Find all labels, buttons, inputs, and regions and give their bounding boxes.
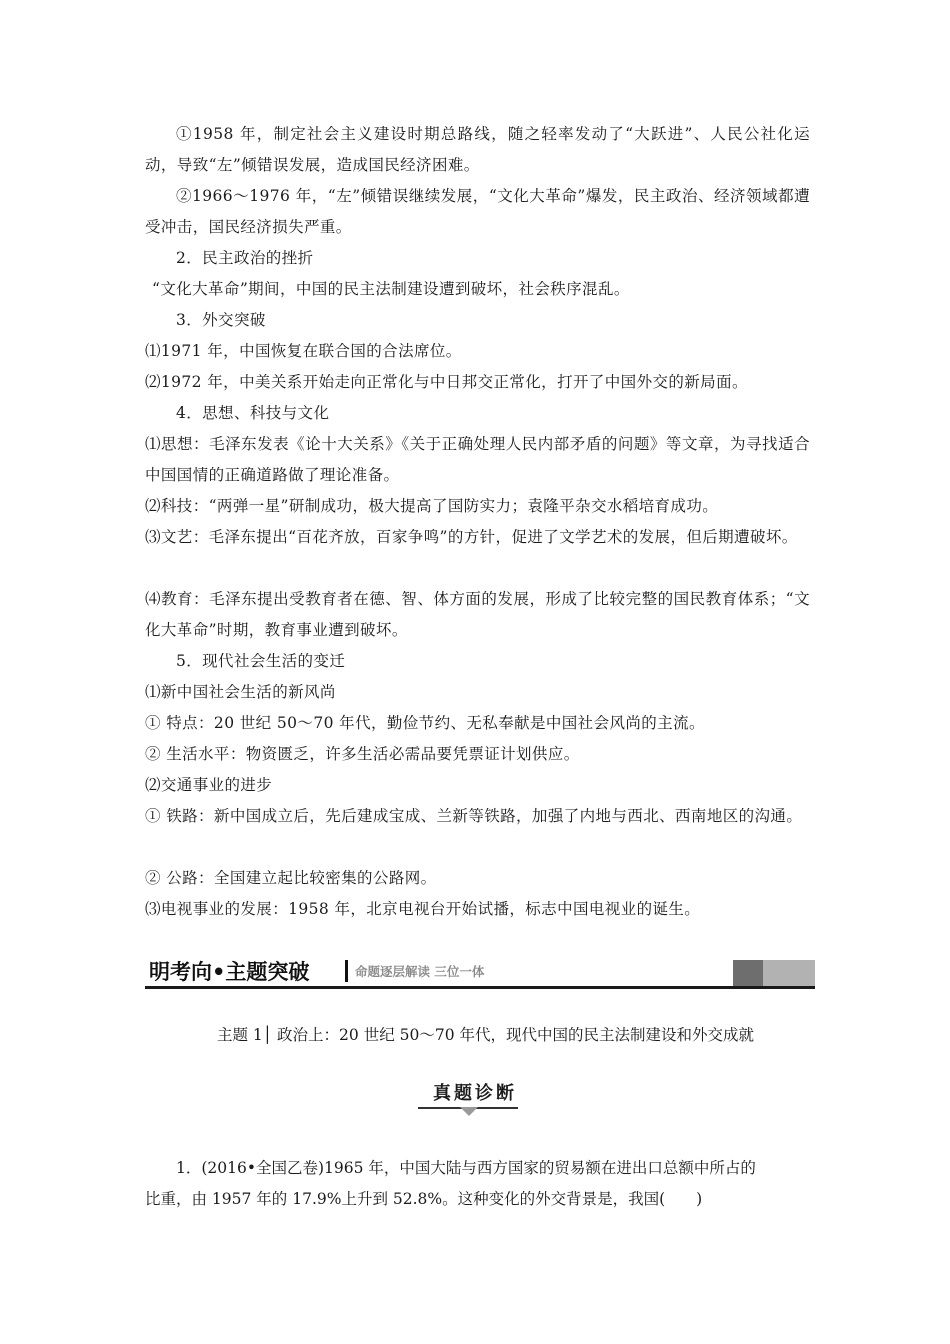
banner-divider	[345, 960, 348, 982]
topic-heading: 主题 1│ 政治上：20 世纪 50～70 年代，现代中国的民主法制建设和外交成就	[217, 1026, 754, 1044]
section-banner-title: 明考向•主题突破	[149, 960, 310, 984]
paragraph-railways: ① 铁路：新中国成立后，先后建成宝成、兰新等铁路，加强了内地与西北、西南地区的沟通。	[145, 807, 803, 825]
paragraph-great-leap: ①1958 年，制定社会主义建设时期总路线，随之轻率发动了“大跃进”、人民公社化运动，导致“左”倾错误发展，造成国民经济困难。	[145, 125, 810, 174]
heading-democracy-setback: 2．民主政治的挫折	[176, 249, 314, 267]
paragraph-arts: ⑶文艺：毛泽东提出“百花齐放，百家争鸣”的方针，促进了文学艺术的发展，但后期遭破坏。	[145, 528, 798, 546]
diagnosis-title: 真题诊断	[433, 1083, 517, 1104]
paragraph-education: ⑷教育：毛泽东提出受教育者在德、智、体方面的发展，形成了比较完整的国民教育体系；“文化大革命”时期，教育事业遭到破坏。	[145, 590, 810, 639]
section-banner-subtitle: 命题逐层解读 三位一体	[355, 964, 485, 979]
paragraph-new-customs: ⑴新中国社会生活的新风尚	[145, 683, 336, 701]
banner-dark-block	[733, 960, 763, 986]
paragraph-democracy-setback: “文化大革命”期间，中国的民主法制建设遭到破坏，社会秩序混乱。	[152, 280, 630, 298]
paragraph-transport: ⑵交通事业的进步	[145, 776, 273, 794]
section-banner	[145, 956, 815, 990]
paragraph-technology: ⑵科技：“两弹一星”研制成功，极大提高了国防实力；袁隆平杂交水稻培育成功。	[145, 497, 719, 515]
paragraph-un-seat: ⑴1971 年，中国恢复在联合国的合法席位。	[145, 342, 462, 360]
paragraph-living-standard: ② 生活水平：物资匮乏，许多生活必需品要凭票证计划供应。	[145, 745, 580, 763]
paragraph-highways: ② 公路：全国建立起比较密集的公路网。	[145, 869, 437, 887]
paragraph-sino-us-relations: ⑵1972 年，中美关系开始走向正常化与中日邦交正常化，打开了中国外交的新局面。	[145, 373, 748, 391]
paragraph-cultural-revolution: ②1966～1976 年，“左”倾错误继续发展，“文化大革命”爆发，民主政治、经济领域都遭受冲击，国民经济损失严重。	[145, 187, 810, 236]
heading-diplomacy: 3．外交突破	[176, 311, 266, 329]
banner-light-block	[763, 960, 815, 986]
diagnosis-triangle-icon	[460, 1107, 478, 1116]
banner-underline	[145, 986, 815, 989]
heading-thought-tech-culture: 4．思想、科技与文化	[176, 404, 330, 422]
paragraph-thought: ⑴思想：毛泽东发表《论十大关系》《关于正确处理人民内部矛盾的问题》等文章，为寻找适合中国国情的正确道路做了理论准备。	[145, 435, 810, 484]
paragraph-characteristics: ① 特点：20 世纪 50～70 年代，勤俭节约、无私奉献是中国社会风尚的主流。	[145, 714, 705, 732]
heading-social-life: 5．现代社会生活的变迁	[176, 652, 346, 670]
question-line-1: 1．(2016•全国乙卷)1965 年，中国大陆与西方国家的贸易额在进出口总额中所占的	[176, 1159, 756, 1177]
question-line-2: 比重，由 1957 年的 17.9%上升到 52.8%。这种变化的外交背景是，我国( )	[145, 1190, 703, 1208]
paragraph-television: ⑶电视事业的发展：1958 年，北京电视台开始试播，标志中国电视业的诞生。	[145, 900, 701, 918]
